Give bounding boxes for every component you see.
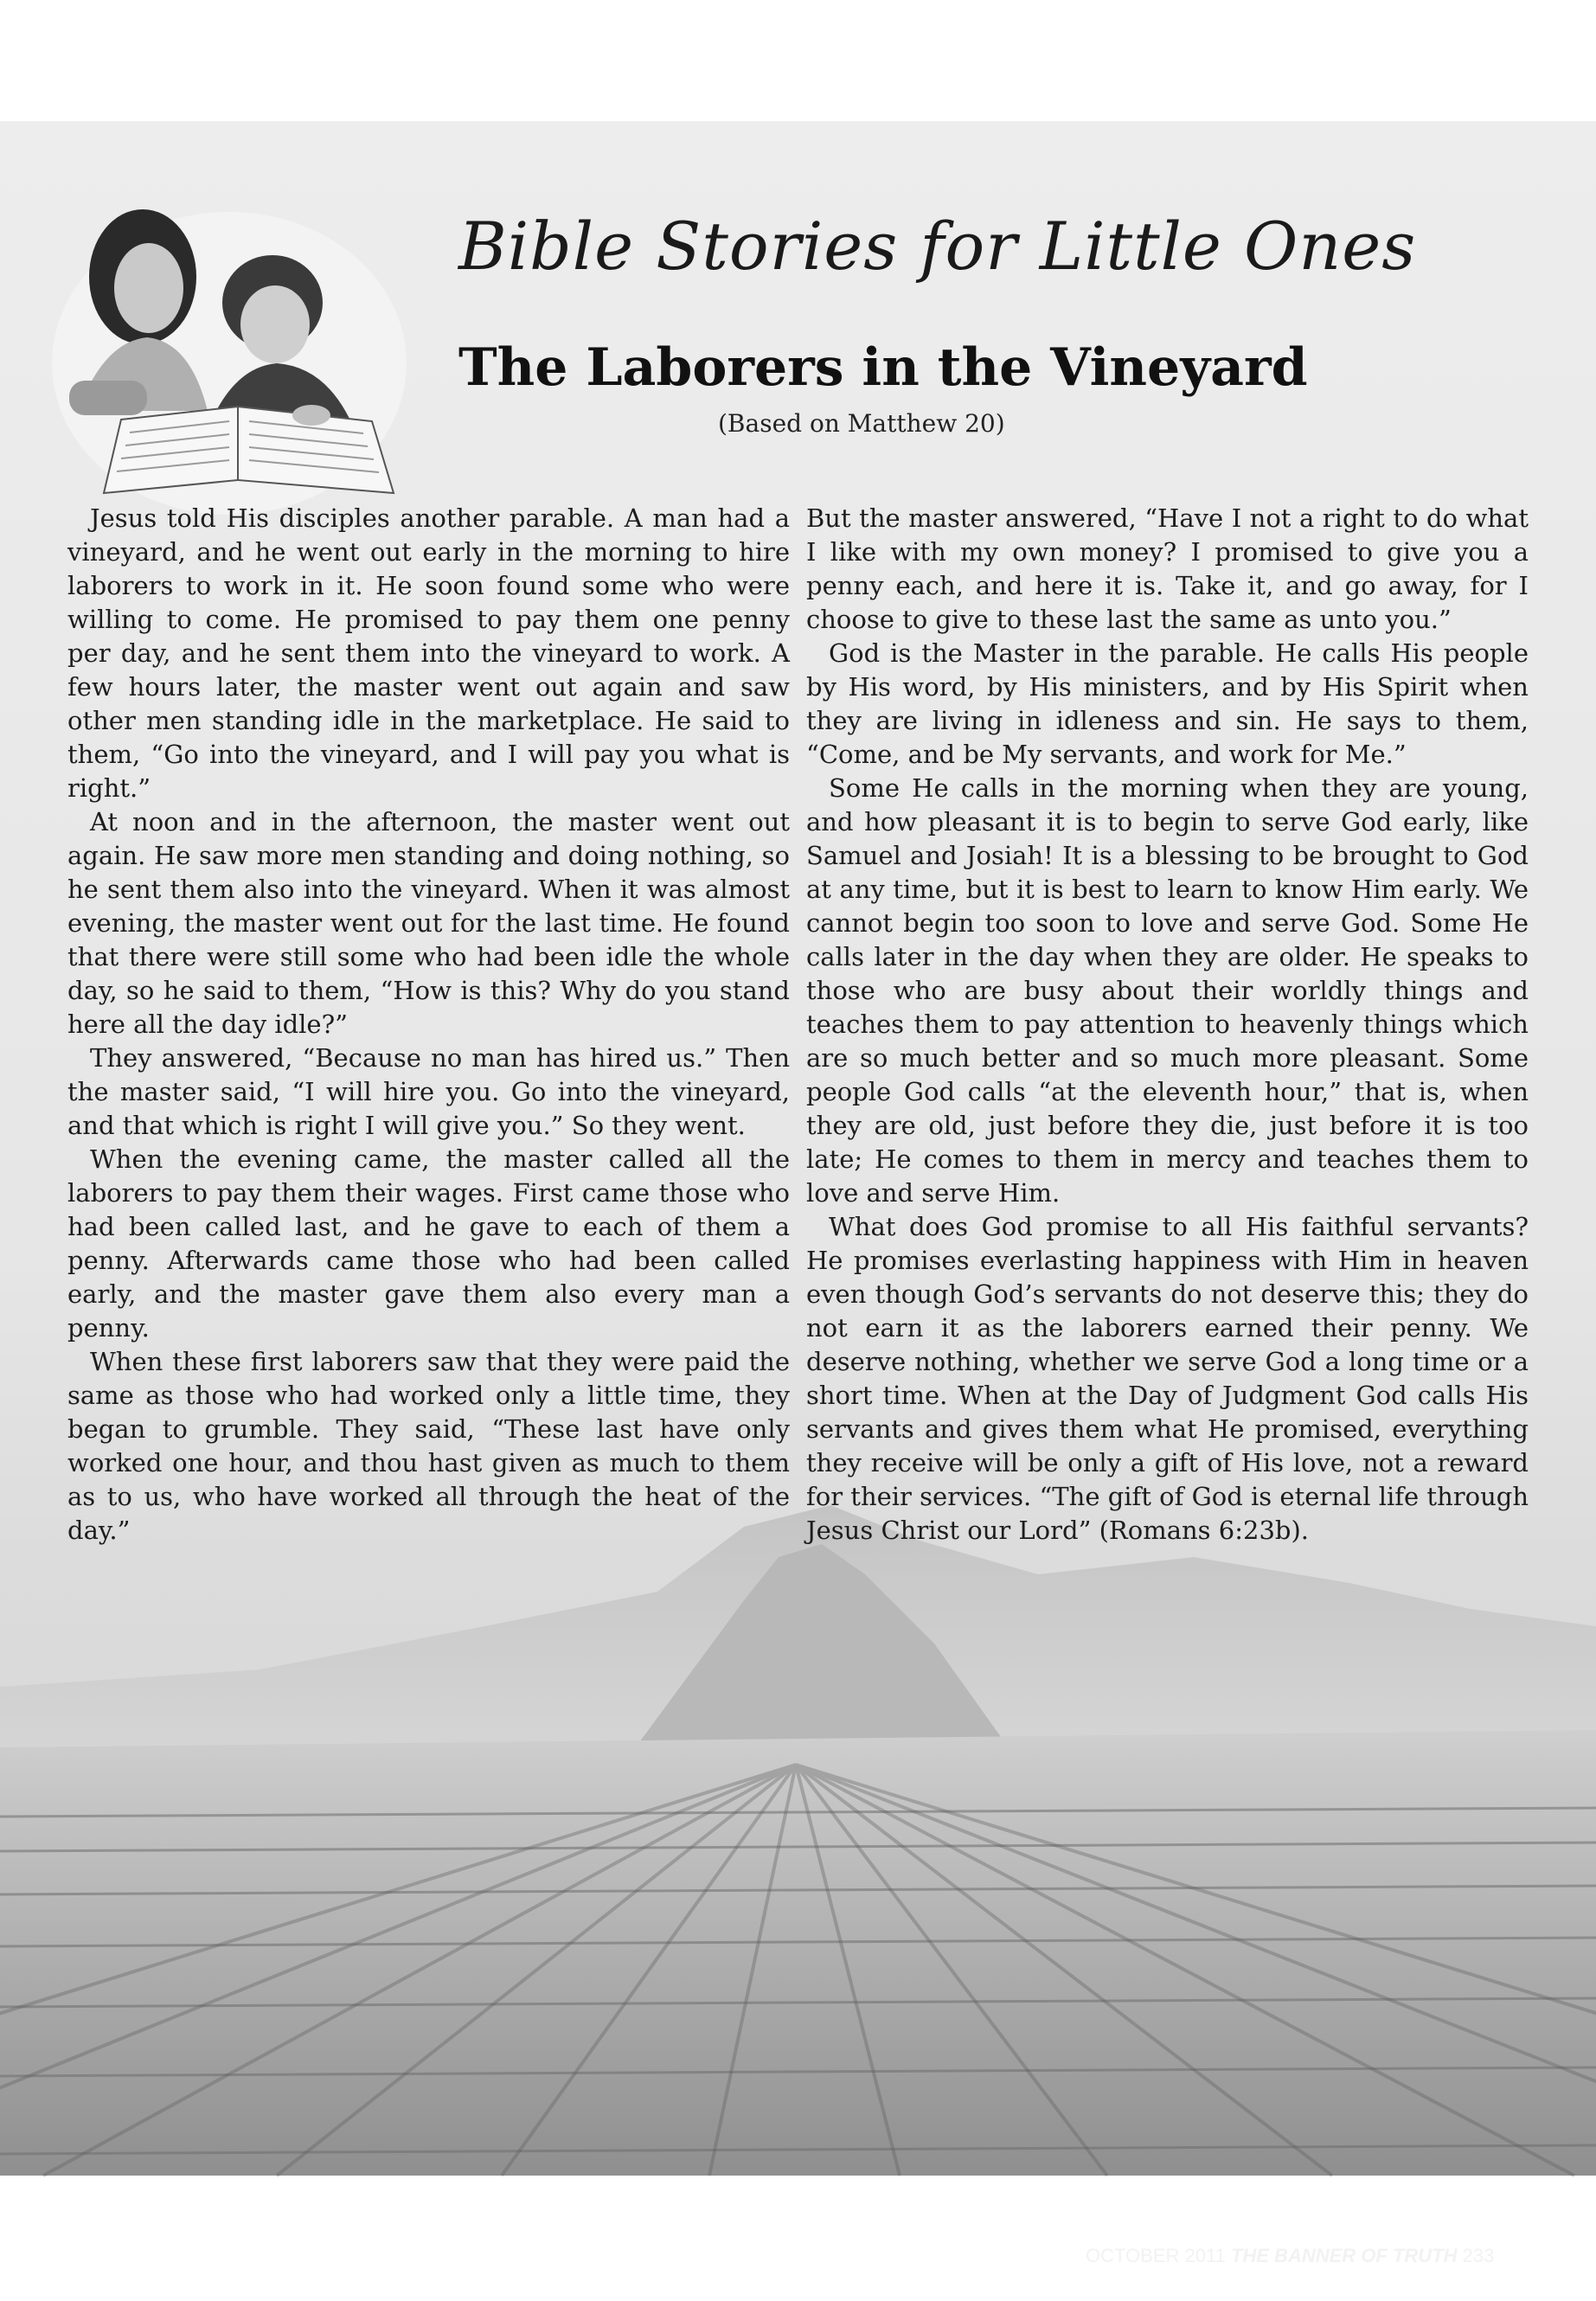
right-column	[806, 502, 1529, 1548]
paragraph: What does God promise to all His faithful servants? He promises everlasting happiness with Him in heaven even though God’s servants do not deserve this; they do not earn it as the laborers earned their penny. We deserve nothing, whether we serve God a long time or a short time. When at the Day of Judgment God calls His servants and gives them what He promised, everything they receive will be only a gift of His love, not a reward for their services. “The gift of God is eternal life through Jesus Christ our Lord” (Romans 6:23b).	[806, 1212, 1529, 1545]
paragraph: They answered, “Because no man has hired us.” Then the master said, “I will hire you. Go into the vineyard, and that which is right I will give you.” So they went.	[67, 1043, 790, 1140]
left-column	[67, 502, 790, 1548]
footer-date: OCTOBER 2011	[1086, 2245, 1226, 2266]
story-title: The Laborers in the Vineyard	[458, 337, 1308, 398]
story-subtitle: (Based on Matthew 20)	[718, 409, 1005, 438]
footer-page-number: 233	[1462, 2245, 1495, 2266]
series-title: Bible Stories for Little Ones	[458, 208, 1417, 285]
magazine-page	[0, 121, 1596, 2266]
paragraph: But the master answered, “Have I not a right to do what I like with my own money? I promised to give you a penny each, and here it is. Take it, and go away, for I choose to give to these last the same as unto you.”	[806, 503, 1529, 634]
footer-publication: THE BANNER OF TRUTH	[1230, 2245, 1458, 2266]
children-reading-photo	[52, 195, 407, 515]
paragraph: When the evening came, the master called all the laborers to pay them their wages. First came those who had been called last, and he gave to each of them a penny. Afterwards came those who had been called early, and the master gave them also every man a penny.	[67, 1144, 790, 1343]
paragraph: Some He calls in the morning when they are young, and how pleasant it is to begin to serve God early, like Samuel and Josiah! It is a blessing to be brought to God at any time, but it is best to learn to know Him early. We cannot begin too soon to love and serve God. Some He calls later in the day when they are older. He speaks to those who are busy about their worldly things and teaches them to pay attention to heavenly things which are so much better and so much more pleasant. Some people God calls “at the eleventh hour,” that is, when they are old, just before they die, just before it is too late; He comes to them in mercy and teaches them to love and serve Him.	[806, 773, 1529, 1208]
page-footer	[1086, 2245, 1535, 2267]
paragraph: Jesus told His disciples another parable. A man had a vineyard, and he went out early in the morning to hire laborers to work in it. He soon found some who were willing to come. He promised to pay them one penny per day, and he sent them into the vineyard to work. A few hours later, the master went out again and saw other men standing idle in the marketplace. He said to them, “Go into the vineyard, and I will pay you what is right.”	[67, 503, 790, 803]
paragraph: God is the Master in the parable. He calls His people by His word, by His ministers, and by His Spirit when they are living in idleness and sin. He says to them, “Come, and be My servants, and work for Me.”	[806, 638, 1529, 769]
paragraph: At noon and in the afternoon, the master went out again. He saw more men standing and doing nothing, so he sent them also into the vineyard. When it was almost evening, the master went out for the last time. He found that there were still some who had been idle the whole day, so he said to them, “How is this? Why do you stand here all the day idle?”	[67, 807, 790, 1039]
paragraph: When these first laborers saw that they were paid the same as those who had worked only a little time, they began to grumble. They said, “These last have only worked one hour, and thou hast given as much to them as to us, who have worked all through the heat of the day.”	[67, 1347, 790, 1545]
